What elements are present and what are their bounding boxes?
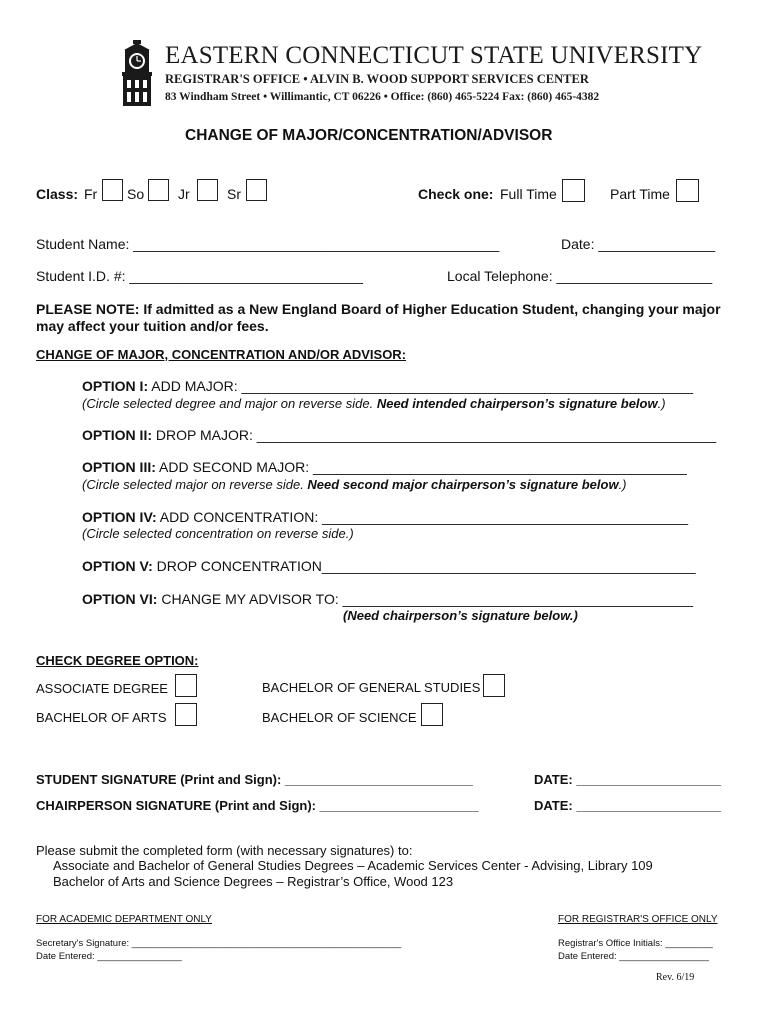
student-signature-field[interactable]: STUDENT SIGNATURE (Print and Sign): __________________________ — [36, 772, 473, 787]
bachelor-science-checkbox[interactable] — [421, 703, 443, 726]
option-6-note: (Need chairperson’s signature below.) — [343, 608, 578, 623]
student-id-field[interactable]: Student I.D. #: ______________________________ — [36, 268, 363, 284]
option-1-label: OPTION I: — [82, 378, 149, 394]
option-1-text: ADD MAJOR: __________________________________________________________ — [148, 378, 694, 394]
option-4-add-concentration[interactable] — [82, 509, 688, 525]
bachelor-science-label: BACHELOR OF SCIENCE — [262, 710, 417, 725]
option-6-label: OPTION VI: — [82, 591, 158, 607]
university-name: EASTERN CONNECTICUT STATE UNIVERSITY — [165, 42, 703, 69]
option-1-note-c: Need intended chairperson’s signature below — [376, 396, 658, 411]
submit-associate: Associate and Bachelor of General Studies Degrees – Academic Services Center - Advising, Library 109 — [53, 858, 653, 873]
tuition-note — [36, 301, 721, 317]
submit-instructions: Please submit the completed form (with necessary signatures) to: — [36, 843, 413, 858]
option-3-note-a: (Circle selected major on reverse side. — [82, 477, 308, 492]
chair-signature-field[interactable]: CHAIRPERSON SIGNATURE (Print and Sign): ______________________ — [36, 798, 479, 813]
option-3-note — [82, 477, 627, 492]
option-5-label: OPTION V: — [82, 558, 153, 574]
change-heading: CHANGE OF MAJOR, CONCENTRATION AND/OR ADVISOR: — [36, 347, 407, 362]
option-4-note: (Circle selected concentration on reverse side.) — [82, 526, 354, 541]
part-time-checkbox[interactable] — [676, 179, 699, 202]
bachelor-arts-checkbox[interactable] — [175, 703, 197, 726]
option-6-text: CHANGE MY ADVISOR TO: _____________________________________________ — [157, 591, 693, 607]
registrar-office-heading: FOR REGISTRAR'S OFFICE ONLY — [558, 914, 718, 925]
option-3-text: ADD SECOND MAJOR: ________________________________________________ — [155, 459, 687, 475]
date-entered-right-field[interactable]: Date Entered: _________________ — [558, 951, 710, 962]
academic-dept-heading: FOR ACADEMIC DEPARTMENT ONLY — [36, 914, 212, 925]
bachelor-arts-label: BACHELOR OF ARTS — [36, 710, 167, 725]
option-6-change-advisor[interactable] — [82, 591, 693, 607]
full-time-label: Full Time — [500, 186, 557, 202]
form-title: CHANGE OF MAJOR/CONCENTRATION/ADVISOR — [185, 127, 553, 144]
note-lead: PLEASE NOTE — [36, 301, 135, 317]
option-2-text: DROP MAJOR: ___________________________________________________________ — [152, 427, 717, 443]
class-so-checkbox[interactable] — [148, 179, 169, 201]
class-sr-checkbox[interactable] — [246, 179, 267, 201]
registrar-initials-field[interactable]: Registrar's Office Initials: _________ — [558, 938, 713, 949]
option-1-add-major[interactable] — [82, 378, 693, 394]
class-label: Class: — [36, 186, 79, 202]
option-2-drop-major[interactable] — [82, 427, 716, 443]
option-5-drop-concentration[interactable] — [82, 558, 696, 574]
class-fr-checkbox[interactable] — [102, 179, 123, 201]
full-time-checkbox[interactable] — [562, 179, 585, 202]
date-entered-left-field[interactable]: Date Entered: ________________ — [36, 951, 182, 962]
option-1-note-d: .) — [657, 396, 666, 411]
part-time-label: Part Time — [610, 186, 670, 202]
option-5-text: DROP CONCENTRATION________________________________________________ — [152, 558, 696, 574]
local-telephone-field[interactable]: Local Telephone: ____________________ — [447, 268, 713, 284]
clock-tower-logo-icon — [116, 40, 158, 106]
student-date-field[interactable]: DATE: ____________________ — [534, 772, 721, 787]
submit-arts-science: Bachelor of Arts and Science Degrees – Registrar’s Office, Wood 123 — [53, 874, 454, 889]
general-studies-label: BACHELOR OF GENERAL STUDIES — [262, 680, 481, 695]
chair-date-field[interactable]: DATE: ____________________ — [534, 798, 721, 813]
option-3-note-b: Need second major chairperson’s signature below — [307, 477, 619, 492]
class-fr-label: Fr — [84, 186, 98, 202]
option-3-note-c: .) — [618, 477, 627, 492]
address-line: 83 Windham Street • Willimantic, CT 06226 • Office: (860) 465-5224 Fax: (860) 465-4382 — [165, 91, 600, 103]
check-one-label: Check one: — [418, 186, 494, 202]
option-1-note-b: Circle selected degree and major on reverse side. — [86, 396, 377, 411]
revision-label: Rev. 6/19 — [656, 972, 695, 983]
option-1-note — [82, 396, 666, 411]
note-text-1: : If admitted as a New England Board of Higher Education Student, changing your major — [134, 301, 721, 317]
option-1-note-a: ( — [82, 396, 87, 411]
class-jr-label: Jr — [178, 186, 190, 202]
student-name-field[interactable]: Student Name: _______________________________________________ — [36, 236, 500, 252]
date-field[interactable]: Date: _______________ — [561, 236, 716, 252]
secretary-signature-field[interactable]: Secretary's Signature: ___________________________________________________ — [36, 938, 402, 949]
general-studies-checkbox[interactable] — [483, 674, 505, 697]
option-3-add-second-major[interactable] — [82, 459, 687, 475]
class-sr-label: Sr — [227, 186, 241, 202]
option-4-label: OPTION IV: — [82, 509, 157, 525]
class-so-label: So — [127, 186, 145, 202]
option-3-label: OPTION III: — [82, 459, 156, 475]
option-4-text: ADD CONCENTRATION: _______________________________________________ — [156, 509, 689, 525]
associate-degree-checkbox[interactable] — [175, 674, 197, 697]
option-2-label: OPTION II: — [82, 427, 152, 443]
associate-degree-label: ASSOCIATE DEGREE — [36, 681, 168, 696]
office-line: REGISTRAR'S OFFICE • ALVIN B. WOOD SUPPORT SERVICES CENTER — [165, 72, 589, 86]
note-text-2: may affect your tuition and/or fees. — [36, 318, 269, 334]
degree-heading: CHECK DEGREE OPTION: — [36, 653, 199, 668]
class-jr-checkbox[interactable] — [197, 179, 218, 201]
